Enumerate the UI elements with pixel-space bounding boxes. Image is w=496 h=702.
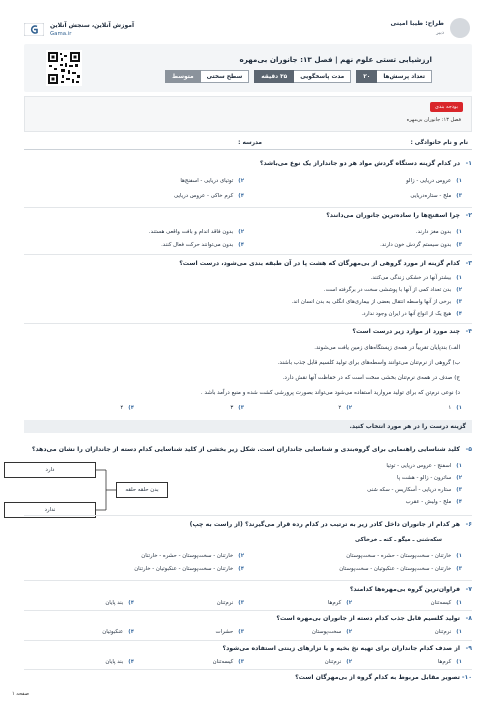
question-text: فراوان‌ترین گروه بی‌مهره‌ها کدامند؟ xyxy=(349,586,460,593)
question-number: ۸- xyxy=(465,615,472,622)
option-number: ۲) xyxy=(238,553,244,559)
option-number: ۲) xyxy=(346,629,352,635)
option-number: ۳) xyxy=(238,629,244,635)
option-number: ۲) xyxy=(346,405,352,411)
option-text: کیسه‌تنان xyxy=(212,659,234,665)
section-header xyxy=(24,420,472,433)
site-title: آموزش آنلاین، سنجش آنلاین xyxy=(50,22,135,29)
divider xyxy=(24,254,472,255)
option-text: ستاره دریایی - آسکاریس - سکه شنی xyxy=(367,487,452,493)
statement-a: الف) بندپایان تقریباً در همه‌ی زیستگاه‌های زمین یافت می‌شوند. xyxy=(314,345,460,351)
option-number: ۱) xyxy=(456,405,462,411)
option-text: ۲ xyxy=(338,405,342,411)
author-role: دبیر xyxy=(436,30,444,36)
option-text: ملخ - ستاره‌دریایی xyxy=(410,193,452,199)
option-number: ۳) xyxy=(456,566,462,572)
option-4[interactable] xyxy=(105,600,134,606)
option-text: کرم‌ها xyxy=(327,600,342,606)
option-1[interactable] xyxy=(371,275,462,281)
question-text: تصویر مقابل مربوط به کدام گروه از بی‌مهرگان است؟ xyxy=(295,674,460,681)
option-4[interactable] xyxy=(105,659,134,665)
option-text: عنکبوتیان xyxy=(102,629,124,635)
option-number: ۲) xyxy=(346,659,352,665)
option-2[interactable] xyxy=(312,629,352,635)
option-number: ۲) xyxy=(456,475,462,481)
option-3[interactable] xyxy=(216,629,244,635)
option-text: ۳ xyxy=(230,405,234,411)
option-text: نرم‌تنان xyxy=(324,659,342,665)
option-text: ۱ xyxy=(448,405,452,411)
option-number: ۳) xyxy=(238,405,244,411)
option-number: ۱) xyxy=(456,229,462,235)
page-number: صفحه ۱ xyxy=(12,691,29,697)
key-box-center: بدن حلقه حلقه xyxy=(116,482,168,498)
option-3[interactable] xyxy=(339,566,462,572)
page-footer xyxy=(0,690,496,702)
option-text: نرم‌تنان xyxy=(216,600,234,606)
option-text: خارتنان - سخت‌پوستان - عنکبوتیان - خارتنان xyxy=(134,566,234,572)
option-1[interactable] xyxy=(448,405,462,411)
author-name: طراح: طیبا امینی xyxy=(390,20,444,27)
option-2[interactable] xyxy=(325,659,352,665)
question-10 xyxy=(24,674,472,686)
option-number: ۱) xyxy=(456,275,462,281)
option-text: ملخ - ولیش - عقرب xyxy=(405,499,452,505)
option-text: توتیای دریایی - اسفنج‌ها xyxy=(180,178,234,184)
option-1[interactable] xyxy=(438,659,462,665)
option-number: ۴) xyxy=(238,566,244,572)
logo-icon xyxy=(24,23,44,36)
option-text: بدون سیستم گردش خون دارند. xyxy=(380,242,452,248)
option-number: ۳) xyxy=(456,487,462,493)
option-text: نرم‌تنان xyxy=(434,629,452,635)
divider xyxy=(24,323,472,324)
option-number: ۱) xyxy=(456,600,462,606)
animal-list-box: سکه‌شنی ـ میگو ـ کنه ـ خرخاکی xyxy=(354,537,442,543)
question-9 xyxy=(24,645,472,667)
statement-c: ج) صدف در همه‌ی نرم‌تنان بخشی سخت است که در حفاظت آنها نقش دارد. xyxy=(282,375,460,381)
option-number: ۲) xyxy=(238,178,244,184)
option-number: ۱) xyxy=(456,659,462,665)
option-number: ۴) xyxy=(238,193,244,199)
option-number: ۴) xyxy=(128,659,134,665)
option-number: ۴) xyxy=(128,600,134,606)
option-number: ۲) xyxy=(238,229,244,235)
question-number: ۲- xyxy=(465,212,472,219)
question-number: ۷- xyxy=(465,586,472,593)
budget-badge: بودجه بندی xyxy=(430,102,463,112)
option-number: ۴) xyxy=(128,629,134,635)
option-4[interactable] xyxy=(406,499,462,505)
question-2 xyxy=(24,212,472,256)
option-text: سخت‌پوستان xyxy=(311,629,342,635)
option-number: ۳) xyxy=(456,299,462,305)
time-value: ۳۵ دقیقه xyxy=(254,70,294,83)
option-4[interactable] xyxy=(361,311,462,317)
key-box-present: دارد xyxy=(4,462,96,478)
option-2[interactable] xyxy=(149,229,244,235)
option-2[interactable] xyxy=(338,405,352,411)
statement-b: ب) گروهی از نرم‌تنان می‌توانند واسطه‌های برای تولید کلسیم قابل جذب باشند. xyxy=(277,360,460,366)
difficulty-label: سطح سختی xyxy=(200,70,250,83)
option-text: هیچ یک از انواع آنها در ایران وجود ندارد. xyxy=(361,311,452,317)
divider xyxy=(24,610,472,611)
option-number: ۳) xyxy=(456,193,462,199)
question-7 xyxy=(24,586,472,608)
time-label: مدت پاسخگویی xyxy=(293,70,351,83)
option-4[interactable] xyxy=(134,566,244,572)
option-4[interactable] xyxy=(174,193,244,199)
question-number: ۱۰- xyxy=(461,674,472,681)
option-text: عروس دریایی - زالو xyxy=(406,178,452,184)
option-text: بدن تعداد کمی از آنها با پوششی سخت در برگرفته است. xyxy=(323,287,452,293)
option-text: بدون مغز دارند. xyxy=(415,229,452,235)
option-1[interactable] xyxy=(406,178,462,184)
option-number: ۳) xyxy=(456,242,462,248)
option-text: بیشتر آنها در خشکی زندگی می‌کنند. xyxy=(370,275,452,281)
option-number: ۱) xyxy=(456,553,462,559)
divider xyxy=(24,515,472,516)
option-text: خارتنان - سخت‌پوستان - حشره - سخت‌پوستان xyxy=(346,553,452,559)
option-4[interactable] xyxy=(161,242,244,248)
site-url[interactable]: Gama.ir xyxy=(50,31,72,37)
question-count-label: تعداد پرسش‌ها xyxy=(376,70,432,83)
option-1[interactable] xyxy=(416,229,462,235)
option-text: کیسه‌تنان xyxy=(430,600,452,606)
student-name-label: نام و نام خانوادگی : xyxy=(410,140,468,146)
option-1[interactable] xyxy=(435,629,462,635)
option-3[interactable] xyxy=(292,299,462,305)
option-number: ۱) xyxy=(456,629,462,635)
budget-box xyxy=(24,96,472,132)
option-text: بدون می‌توانند حرکت فعال کنند. xyxy=(161,242,234,248)
student-info-row xyxy=(24,138,472,150)
key-box-absent: ندارد xyxy=(4,502,96,518)
divider xyxy=(24,207,472,208)
exam-title: ارزشیابی تستی علوم نهم | فصل ۱۳: جانوران بی‌مهره xyxy=(239,55,432,64)
option-text: برخی از آنها واسطه انتقال بعضی از بیماری‌های انگلی به بدن انسان اند. xyxy=(291,299,452,305)
option-2[interactable] xyxy=(397,475,462,481)
option-4[interactable] xyxy=(120,405,134,411)
option-text: ۴ xyxy=(120,405,124,411)
section-header-text: گزینه درست را در هر مورد انتخاب کنید. xyxy=(349,423,466,430)
question-4 xyxy=(24,328,472,416)
difficulty-value: متوسط xyxy=(165,70,201,83)
option-number: ۲) xyxy=(456,287,462,293)
option-text: خارتنان - سخت‌پوستان - عنکبوتیان - سخت‌پوستان xyxy=(339,566,452,572)
option-number: ۱) xyxy=(456,463,462,469)
question-number: ۹- xyxy=(465,645,472,652)
statement-d: د) نوعی نرم‌تن که برای تولید مروارید استفاده می‌شود می‌تواند بصورت پرورشی کشت شده و منبع درآمد باشد . xyxy=(200,390,460,396)
option-2[interactable] xyxy=(328,600,352,606)
question-number: ۴- xyxy=(465,328,472,335)
option-3[interactable] xyxy=(367,487,462,493)
option-text: اسفنج - عروس دریایی - توتیا xyxy=(386,463,452,469)
option-4[interactable] xyxy=(102,629,134,635)
question-text: کدام گزینه از مورد گروهی از بی‌مهرگان که هشت پا در آن طبقه بندی می‌شود، درست است؟ xyxy=(179,260,460,267)
option-text: ساترون - زالو - هشت پا xyxy=(396,475,452,481)
question-text: چرا اسفنج‌ها را ساده‌ترین جانوران می‌دانند؟ xyxy=(326,212,460,219)
option-text: بند پایان xyxy=(105,600,124,606)
option-number: ۴) xyxy=(238,242,244,248)
option-2[interactable] xyxy=(324,287,462,293)
option-3[interactable] xyxy=(213,659,244,665)
divider xyxy=(24,669,472,670)
option-number: ۲) xyxy=(346,600,352,606)
exam-meta xyxy=(166,70,432,83)
question-number: ۶- xyxy=(465,521,472,528)
question-text: چند مورد از موارد زیر درست است؟ xyxy=(352,328,460,335)
question-text: کلید شناسایی راهنمایی برای گروه‌بندی و شناسایی جانداران است. شکل زیر بخشی از کلید شناسایی کدام دسته از جانداران را نشان می‌دهد؟ xyxy=(31,446,460,453)
option-3[interactable] xyxy=(230,405,244,411)
question-6 xyxy=(24,521,472,579)
option-text: حشرات xyxy=(215,629,234,635)
option-number: ۴) xyxy=(128,405,134,411)
question-number: ۱- xyxy=(465,160,472,167)
question-text: در کدام گزینه دستگاه گردش مواد هر دو جانداراز یک نوع می‌باشد؟ xyxy=(259,160,460,167)
option-text: کرم خاکی - عروس دریایی xyxy=(174,193,234,199)
school-label: مدرسه : xyxy=(238,140,262,146)
option-text: کرم‌ها xyxy=(437,659,452,665)
question-number: ۵- xyxy=(465,446,472,453)
question-text: از صدف کدام جانداران برای تهیه نخ بخیه و یا تزارهای زینتی استفاده می‌شود؟ xyxy=(222,645,460,652)
divider xyxy=(24,640,472,641)
page-header xyxy=(0,0,496,44)
option-number: ۴) xyxy=(456,311,462,317)
avatar xyxy=(450,18,470,38)
question-8 xyxy=(24,615,472,637)
option-3[interactable] xyxy=(380,242,462,248)
option-number: ۴) xyxy=(456,499,462,505)
question-number: ۳- xyxy=(465,260,472,267)
budget-text: فصل ۱۳: جانوران بی‌مهره xyxy=(406,117,461,123)
option-text: بدون فاقد اندام و بافت واقعی هستند. xyxy=(148,229,234,235)
question-count-value: ۲۰ xyxy=(356,70,377,83)
option-number: ۱) xyxy=(456,178,462,184)
question-text: تولید کلسیم قابل جذب کدام دسته از جانوران بی‌مهره است؟ xyxy=(276,615,460,622)
option-number: ۳) xyxy=(238,600,244,606)
option-text: خارتنان - سخت‌پوستان - حشره - خارتنان xyxy=(141,553,234,559)
qr-code-icon xyxy=(46,50,82,86)
exam-info-bar xyxy=(24,44,472,92)
question-3 xyxy=(24,260,472,322)
option-3[interactable] xyxy=(217,600,244,606)
option-text: بند پایان xyxy=(105,659,124,665)
option-3[interactable] xyxy=(410,193,462,199)
option-2[interactable] xyxy=(180,178,244,184)
option-number: ۳) xyxy=(238,659,244,665)
option-1[interactable] xyxy=(431,600,462,606)
question-text: هر کدام از جانوران داخل کادر زیر به ترتیب در کدام رده قرار می‌گیرند؟ (از راست به چپ) xyxy=(189,521,460,528)
divider xyxy=(24,580,472,581)
question-1 xyxy=(24,160,472,205)
option-1[interactable] xyxy=(386,463,462,469)
option-2[interactable] xyxy=(141,553,244,559)
option-1[interactable] xyxy=(346,553,462,559)
